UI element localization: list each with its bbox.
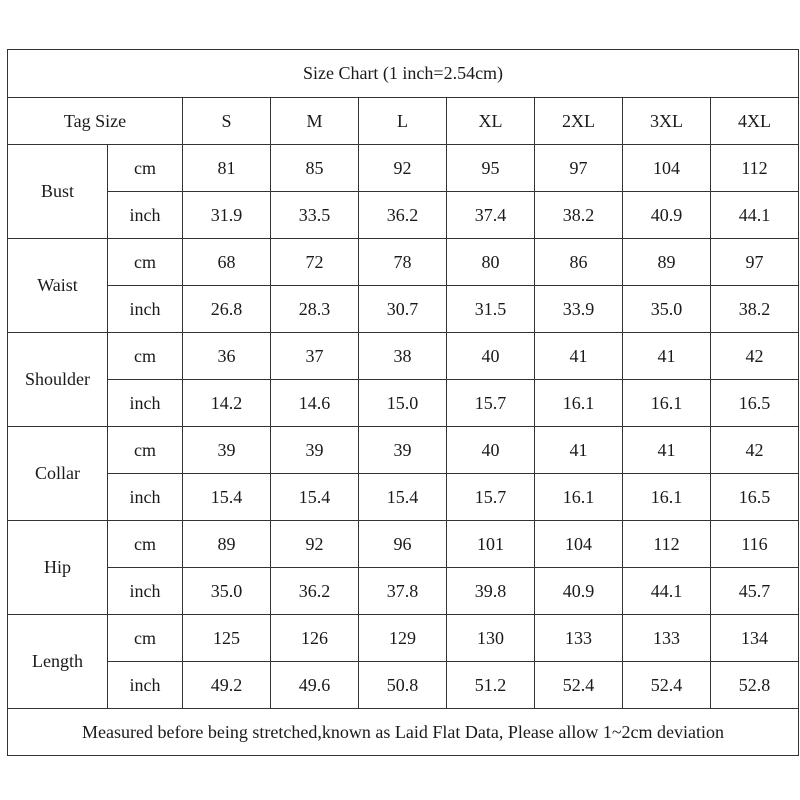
- measurement-cell: 36.2: [271, 568, 359, 615]
- measurement-cell: 97: [711, 239, 799, 286]
- measurement-cell: 45.7: [711, 568, 799, 615]
- measurement-cell: 129: [359, 615, 447, 662]
- measure-label: Shoulder: [8, 333, 108, 427]
- measurement-cell: 89: [623, 239, 711, 286]
- unit-label: inch: [108, 380, 183, 427]
- measurement-cell: 101: [447, 521, 535, 568]
- measurement-cell: 134: [711, 615, 799, 662]
- measurement-cell: 52.4: [535, 662, 623, 709]
- table-title: Size Chart (1 inch=2.54cm): [8, 50, 799, 98]
- measurement-cell: 40.9: [623, 192, 711, 239]
- measurement-cell: 16.5: [711, 474, 799, 521]
- size-header: XL: [447, 98, 535, 145]
- measurement-cell: 16.1: [535, 474, 623, 521]
- measurement-cell: 15.7: [447, 474, 535, 521]
- footer-row: [8, 709, 799, 756]
- table-row: [8, 662, 799, 709]
- measurement-cell: 33.5: [271, 192, 359, 239]
- table-row: [8, 568, 799, 615]
- measurement-cell: 72: [271, 239, 359, 286]
- measurement-cell: 41: [535, 333, 623, 380]
- measurement-cell: 104: [623, 145, 711, 192]
- table-row: [8, 333, 799, 380]
- size-chart-table: [7, 49, 799, 756]
- measurement-cell: 15.4: [271, 474, 359, 521]
- header-row: [8, 98, 799, 145]
- measurement-cell: 52.4: [623, 662, 711, 709]
- measurement-cell: 116: [711, 521, 799, 568]
- measure-label: Bust: [8, 145, 108, 239]
- measurement-cell: 133: [535, 615, 623, 662]
- table-row: [8, 521, 799, 568]
- measurement-cell: 49.6: [271, 662, 359, 709]
- measurement-cell: 33.9: [535, 286, 623, 333]
- table-row: [8, 239, 799, 286]
- measurement-cell: 126: [271, 615, 359, 662]
- measurement-cell: 16.1: [535, 380, 623, 427]
- measurement-cell: 38: [359, 333, 447, 380]
- measurement-cell: 52.8: [711, 662, 799, 709]
- table-row: [8, 380, 799, 427]
- size-header: 2XL: [535, 98, 623, 145]
- measurement-cell: 40: [447, 333, 535, 380]
- unit-label: inch: [108, 192, 183, 239]
- measurement-cell: 38.2: [535, 192, 623, 239]
- measurement-cell: 35.0: [183, 568, 271, 615]
- tag-size-label: Tag Size: [8, 98, 183, 145]
- measurement-cell: 49.2: [183, 662, 271, 709]
- measurement-cell: 80: [447, 239, 535, 286]
- measurement-cell: 15.0: [359, 380, 447, 427]
- measurement-cell: 16.1: [623, 380, 711, 427]
- measurement-cell: 14.6: [271, 380, 359, 427]
- measurement-cell: 40: [447, 427, 535, 474]
- measurement-cell: 41: [623, 427, 711, 474]
- measurement-cell: 86: [535, 239, 623, 286]
- unit-label: cm: [108, 145, 183, 192]
- measurement-cell: 68: [183, 239, 271, 286]
- measurement-cell: 39: [359, 427, 447, 474]
- measurement-cell: 39.8: [447, 568, 535, 615]
- measurement-cell: 37: [271, 333, 359, 380]
- measurement-cell: 112: [623, 521, 711, 568]
- table-row: [8, 286, 799, 333]
- measurement-cell: 39: [183, 427, 271, 474]
- measurement-cell: 92: [271, 521, 359, 568]
- measure-label: Collar: [8, 427, 108, 521]
- measurement-cell: 112: [711, 145, 799, 192]
- size-header: 4XL: [711, 98, 799, 145]
- measurement-cell: 78: [359, 239, 447, 286]
- unit-label: inch: [108, 568, 183, 615]
- measure-label: Hip: [8, 521, 108, 615]
- measurement-cell: 104: [535, 521, 623, 568]
- measurement-cell: 50.8: [359, 662, 447, 709]
- measurement-cell: 97: [535, 145, 623, 192]
- measurement-cell: 40.9: [535, 568, 623, 615]
- measurement-cell: 15.4: [359, 474, 447, 521]
- measurement-cell: 36: [183, 333, 271, 380]
- measurement-cell: 125: [183, 615, 271, 662]
- measurement-cell: 92: [359, 145, 447, 192]
- measurement-cell: 39: [271, 427, 359, 474]
- measurement-cell: 89: [183, 521, 271, 568]
- unit-label: inch: [108, 474, 183, 521]
- measurement-cell: 85: [271, 145, 359, 192]
- measurement-cell: 31.5: [447, 286, 535, 333]
- measurement-cell: 81: [183, 145, 271, 192]
- measurement-cell: 96: [359, 521, 447, 568]
- measurement-cell: 26.8: [183, 286, 271, 333]
- unit-label: cm: [108, 427, 183, 474]
- measurement-cell: 31.9: [183, 192, 271, 239]
- measurement-cell: 14.2: [183, 380, 271, 427]
- measurement-cell: 36.2: [359, 192, 447, 239]
- measurement-cell: 37.4: [447, 192, 535, 239]
- size-header: 3XL: [623, 98, 711, 145]
- measurement-cell: 37.8: [359, 568, 447, 615]
- footer-note: Measured before being stretched,known as Laid Flat Data, Please allow 1~2cm deviation: [8, 709, 799, 756]
- measurement-cell: 42: [711, 333, 799, 380]
- measurement-cell: 35.0: [623, 286, 711, 333]
- unit-label: cm: [108, 615, 183, 662]
- unit-label: inch: [108, 286, 183, 333]
- size-header: M: [271, 98, 359, 145]
- measurement-cell: 41: [623, 333, 711, 380]
- size-header: L: [359, 98, 447, 145]
- unit-label: inch: [108, 662, 183, 709]
- measurement-cell: 51.2: [447, 662, 535, 709]
- measurement-cell: 41: [535, 427, 623, 474]
- measurement-cell: 15.4: [183, 474, 271, 521]
- table-row: [8, 192, 799, 239]
- table-row: [8, 474, 799, 521]
- unit-label: cm: [108, 333, 183, 380]
- measurement-cell: 95: [447, 145, 535, 192]
- unit-label: cm: [108, 239, 183, 286]
- unit-label: cm: [108, 521, 183, 568]
- measurement-cell: 15.7: [447, 380, 535, 427]
- measurement-cell: 44.1: [623, 568, 711, 615]
- measurement-cell: 133: [623, 615, 711, 662]
- measure-label: Waist: [8, 239, 108, 333]
- table-row: [8, 615, 799, 662]
- size-header: S: [183, 98, 271, 145]
- measure-label: Length: [8, 615, 108, 709]
- measurement-cell: 42: [711, 427, 799, 474]
- measurement-cell: 16.5: [711, 380, 799, 427]
- measurement-cell: 30.7: [359, 286, 447, 333]
- measurement-cell: 28.3: [271, 286, 359, 333]
- measurement-cell: 44.1: [711, 192, 799, 239]
- table-row: [8, 427, 799, 474]
- measurement-cell: 16.1: [623, 474, 711, 521]
- measurement-cell: 38.2: [711, 286, 799, 333]
- table-row: [8, 145, 799, 192]
- measurement-cell: 130: [447, 615, 535, 662]
